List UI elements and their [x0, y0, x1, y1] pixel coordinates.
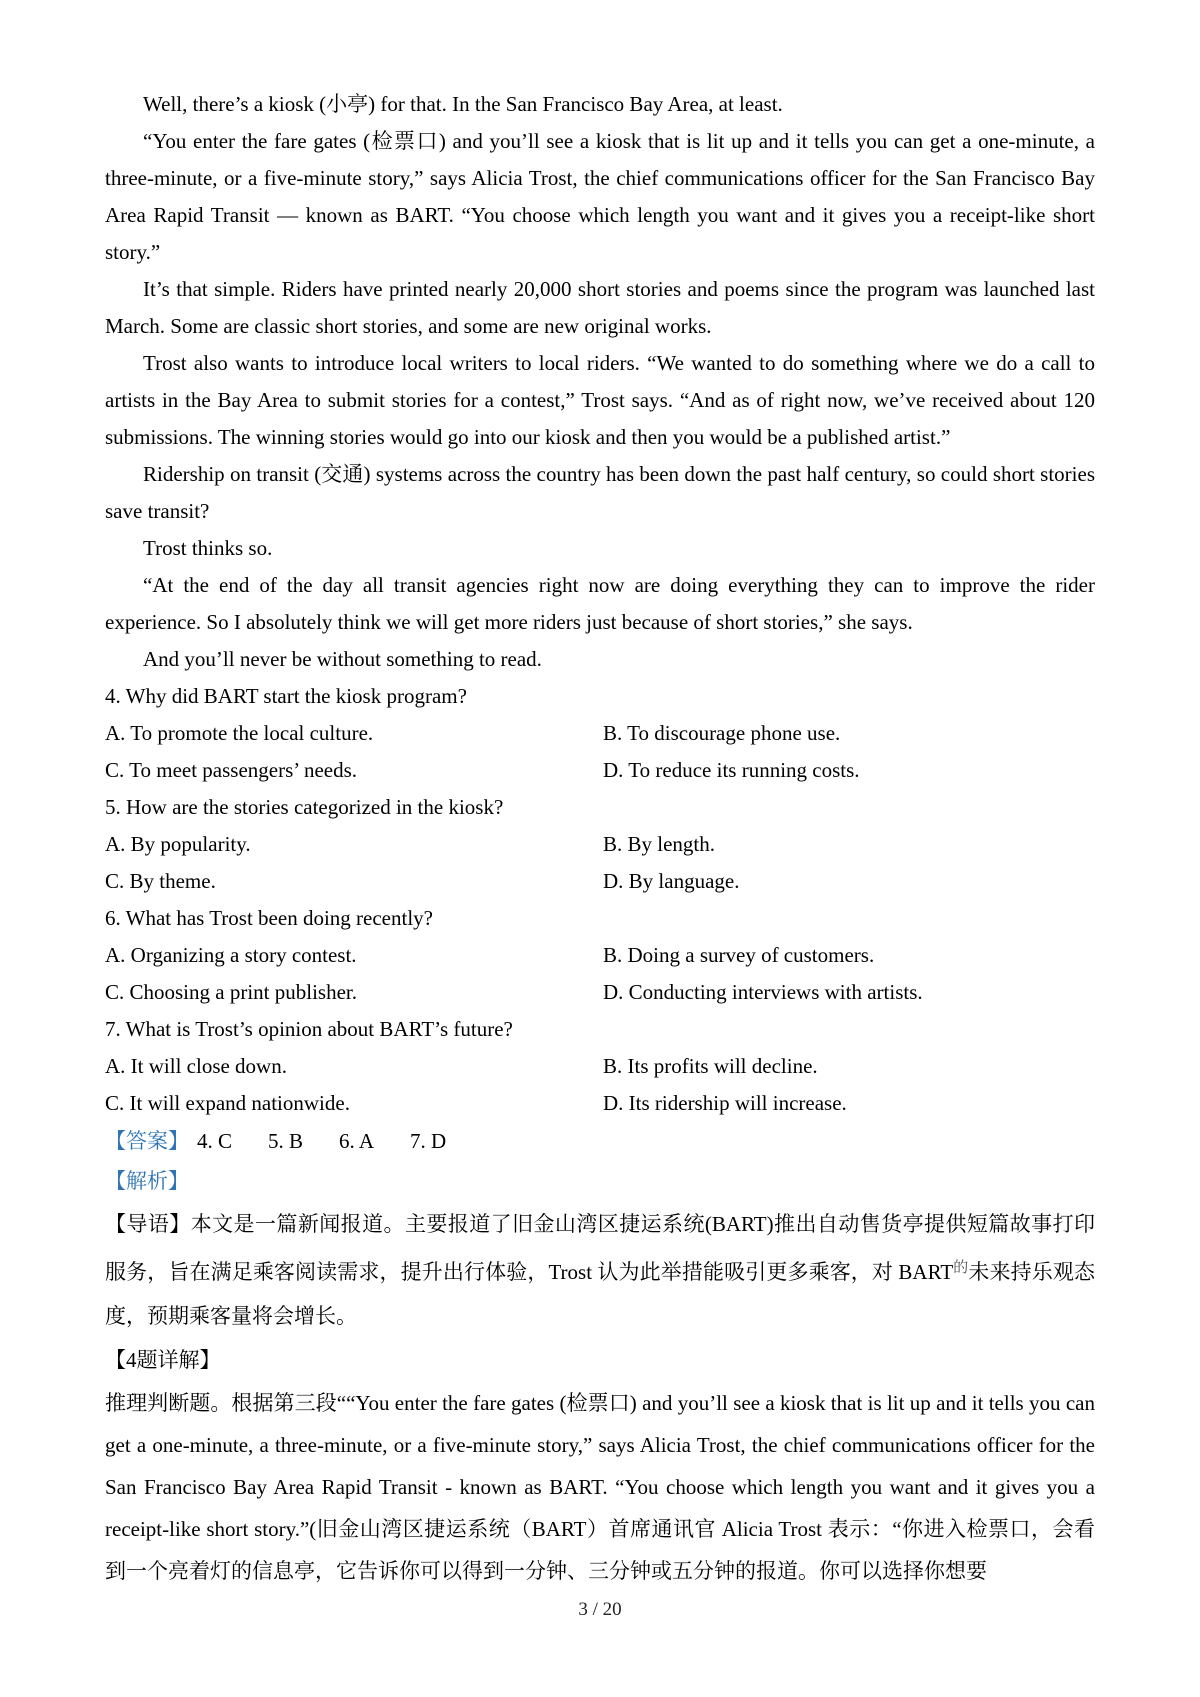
answer-item: 4. C — [197, 1129, 233, 1153]
option-d: D. To reduce its running costs. — [603, 758, 860, 782]
option-c: C. Choosing a print publisher. — [105, 980, 357, 1004]
answer-label: 【答案】 — [105, 1129, 189, 1153]
question-text: 4. Why did BART start the kiosk program? — [105, 684, 467, 708]
options-grid — [105, 937, 1095, 1011]
option-a: A. Organizing a story contest. — [105, 943, 357, 967]
option-b: B. To discourage phone use. — [603, 721, 841, 745]
intro-paragraph — [105, 1202, 1095, 1338]
passage-paragraph: Well, there’s a kiosk (小亭) for that. In the San Francisco Bay Area, at least. — [143, 92, 783, 116]
intro-text-before: 本文是一篇新闻报道。主要报道了旧金山湾区捷运系统(BART)推出自动售货亭提供短篇故事打印服务，旨在满足乘客阅读需求，提升出行体验，Trost 认为此举措能吸引更多乘客，对 BART — [105, 1212, 1095, 1284]
passage-paragraph: And you’ll never be without something to read. — [143, 647, 542, 671]
option-c: C. By theme. — [105, 869, 216, 893]
answer-item: 7. D — [410, 1129, 447, 1153]
question-block-7 — [105, 1011, 1095, 1122]
option-d: D. Its ridership will increase. — [603, 1091, 847, 1115]
intro-label: 【导语】 — [105, 1212, 191, 1236]
question-block-5 — [105, 789, 1095, 900]
option-b: B. Doing a survey of customers. — [603, 943, 875, 967]
question-text: 6. What has Trost been doing recently? — [105, 906, 433, 930]
detail4-paragraph: 推理判断题。根据第三段““You enter the fare gates (检票口) and you’ll see a kiosk that is lit up and it tells you can get a one-minute, a three-minute, or a five-minute story,” says Alicia Trost, the chief communications officer for the San Francisco Bay Area Rapid Transit - known as BART. “You choose which length you want and it gives you a receipt-like short story.”(旧金山湾区捷运系统（BART）首席通讯官 Alicia Trost 表示：“你进入检票口，会看到一个亮着灯的信息亭，它告诉你可以得到一分钟、三分钟或五分钟的报道。你可以选择你想要 — [105, 1391, 1095, 1583]
passage-paragraph: It’s that simple. Riders have printed nearly 20,000 short stories and poems since the program was launched last March. Some are classic short stories, and some are new original works. — [105, 277, 1095, 338]
passage-paragraph: Trost thinks so. — [143, 536, 273, 560]
intro-text-after: 未来持乐观态度，预期乘客量将会增长。 — [105, 1260, 1095, 1328]
question-text: 7. What is Trost’s opinion about BART’s future? — [105, 1017, 513, 1041]
answer-item: 5. B — [268, 1129, 304, 1153]
answer-item: 6. A — [339, 1129, 375, 1153]
page-content — [105, 86, 1095, 1592]
options-grid — [105, 826, 1095, 900]
intro-superscript: 的 — [953, 1260, 969, 1276]
option-b: B. Its profits will decline. — [603, 1054, 818, 1078]
passage-paragraph: “You enter the fare gates (检票口) and you’ll see a kiosk that is lit up and it tells you can get a one-minute, a three-minute, or a five-minute story,” says Alicia Trost, the chief communications officer for the San Francisco Bay Area Rapid Transit — known as BART. “You choose which length you want and it gives you a receipt-like short story.” — [105, 129, 1095, 264]
option-c: C. It will expand nationwide. — [105, 1091, 350, 1115]
option-c: C. To meet passengers’ needs. — [105, 758, 358, 782]
options-grid — [105, 715, 1095, 789]
passage-paragraph: Ridership on transit (交通) systems across the country has been down the past half century, so could short stories save transit? — [105, 462, 1095, 523]
option-d: D. Conducting interviews with artists. — [603, 980, 923, 1004]
option-d: D. By language. — [603, 869, 740, 893]
option-a: A. It will close down. — [105, 1054, 287, 1078]
options-grid — [105, 1048, 1095, 1122]
passage-paragraph: Trost also wants to introduce local writers to local riders. “We wanted to do something where we do a call to artists in the Bay Area to submit stories for a contest,” Trost says. “And as of right now, we’ve received about 120 submissions. The winning stories would go into our kiosk and then you would be a published artist.” — [105, 351, 1095, 449]
analysis-label: 【解析】 — [105, 1169, 189, 1193]
answer-line — [105, 1122, 1095, 1160]
passage-paragraph: “At the end of the day all transit agencies right now are doing everything they can to improve the rider experience. So I absolutely think we will get more riders just because of short stories,” she says. — [105, 573, 1095, 634]
option-b: B. By length. — [603, 832, 716, 856]
question-block-6 — [105, 900, 1095, 1011]
detail4-heading: 【4题详解】 — [105, 1348, 221, 1372]
option-a: A. By popularity. — [105, 832, 251, 856]
page-number: 3 / 20 — [578, 1599, 622, 1620]
question-block-4 — [105, 678, 1095, 789]
question-text: 5. How are the stories categorized in the kiosk? — [105, 795, 504, 819]
option-a: A. To promote the local culture. — [105, 721, 374, 745]
